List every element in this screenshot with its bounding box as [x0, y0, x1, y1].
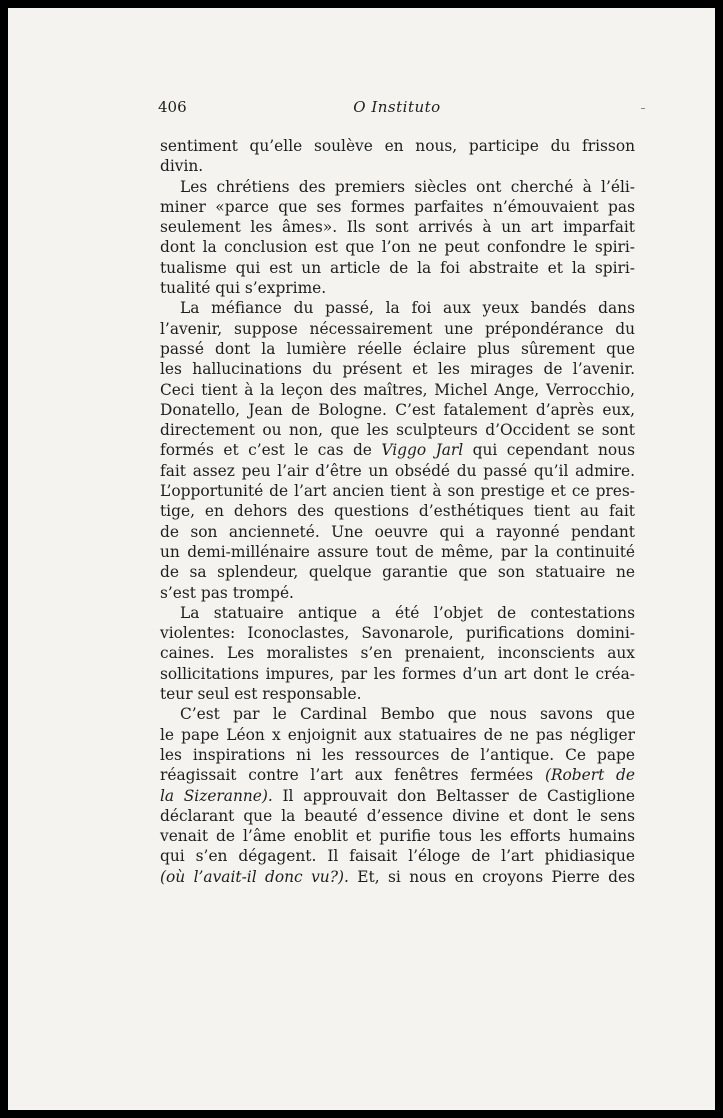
- text-line: [160, 298, 635, 318]
- text-line: [160, 786, 635, 806]
- text-segment: l’avenir, suppose nécessairement une prépondérance du: [160, 319, 635, 338]
- text-segment: formés et c’est le cas de: [160, 441, 382, 460]
- text-segment: s’est pas trompé.: [160, 583, 294, 602]
- text-segment: Ceci tient à la leçon des maîtres, Michel Ange, Verrocchio,: [160, 380, 635, 399]
- text-segment: fait assez peu l’air d’être un obsédé du passé qu’il admire.: [160, 461, 635, 480]
- page-header: [158, 98, 636, 122]
- italic-text-segment: (où l’avait-il donc vu?).: [160, 867, 349, 886]
- text-segment: violentes: Iconoclastes, Savonarole, purifications domini-: [160, 624, 635, 643]
- text-segment: seulement les âmes». Ils sont arrivés à un art imparfait: [160, 218, 635, 237]
- text-line: [160, 420, 635, 440]
- text-line: [160, 156, 635, 176]
- body-text: [160, 136, 635, 887]
- scanned-page: [8, 8, 715, 1110]
- text-line: [160, 806, 635, 826]
- text-segment: sentiment qu’elle soulève en nous, participe du frisson: [160, 137, 635, 155]
- italic-text-segment: (Robert de: [544, 766, 635, 785]
- text-segment: dont la conclusion est que l’on ne peut confondre le spiri-: [160, 238, 635, 257]
- text-segment: La statuaire antique a été l’objet de contestations: [180, 603, 635, 622]
- text-segment: teur seul est responsable.: [160, 685, 362, 704]
- text-segment: passé dont la lumière réelle éclaire plus sûrement que: [160, 339, 635, 358]
- text-segment: La méfiance du passé, la foi aux yeux bandés dans: [180, 299, 635, 318]
- text-segment: venait de l’âme enoblit et purifie tous les efforts humains: [160, 827, 635, 846]
- text-segment: L’opportunité de l’art ancien tient à son prestige et ce pres-: [160, 482, 635, 501]
- scan-speck: [641, 108, 645, 109]
- text-line: [160, 765, 635, 785]
- text-segment: C’est par le Cardinal Bembo que nous savons que: [180, 705, 635, 724]
- text-segment: de sa splendeur, quelque garantie que son statuaire ne: [160, 563, 635, 582]
- text-line: [160, 522, 635, 542]
- italic-text-segment: la Sizeranne).: [160, 786, 273, 805]
- text-line: [160, 319, 635, 339]
- text-segment: un demi-millénaire assure tout de même, par la continuité: [160, 542, 635, 561]
- text-line: [160, 359, 635, 379]
- text-segment: Donatello, Jean de Bologne. C’est fatalement d’après eux,: [160, 400, 635, 419]
- text-line: [160, 664, 635, 684]
- text-line: [160, 603, 635, 623]
- text-segment: Et, si nous en croyons Pierre des: [348, 867, 636, 886]
- text-line: [160, 339, 635, 359]
- text-segment: qui s’en dégagent. Il faisait l’éloge de l’art phidiasique: [160, 847, 635, 866]
- text-segment: qui cependant nous: [463, 441, 635, 460]
- text-segment: tualité qui s’exprime.: [160, 279, 327, 298]
- text-line: [160, 278, 635, 298]
- text-line: [160, 481, 635, 501]
- text-line: [160, 846, 635, 866]
- text-line: [160, 197, 635, 217]
- text-segment: Les chrétiens des premiers siècles ont cherché à l’éli-: [180, 177, 635, 196]
- text-line: [160, 745, 635, 765]
- text-line: [160, 136, 635, 156]
- text-line: [160, 623, 635, 643]
- text-segment: directement ou non, que les sculpteurs d’Occident se sont: [160, 421, 635, 440]
- text-line: [160, 461, 635, 481]
- text-segment: divin.: [160, 157, 204, 176]
- text-line: [160, 704, 635, 724]
- text-segment: caines. Les moralistes s’en prenaient, inconscients aux: [160, 644, 635, 663]
- text-line: [160, 440, 635, 460]
- text-line: [160, 258, 635, 278]
- text-segment: miner «parce que ses formes parfaites n’émouvaient pas: [160, 197, 635, 216]
- text-line: [160, 177, 635, 197]
- text-line: [160, 562, 635, 582]
- text-line: [160, 501, 635, 521]
- text-line: [160, 725, 635, 745]
- text-line: [160, 867, 635, 887]
- text-line: [160, 542, 635, 562]
- text-segment: le pape Léon x enjoignit aux statuaires de ne pas négliger: [160, 725, 635, 744]
- text-line: [160, 643, 635, 663]
- text-segment: Il approuvait don Beltasser de Castiglione: [272, 786, 635, 805]
- text-segment: de son ancienneté. Une oeuvre qui a rayonné pendant: [160, 522, 635, 541]
- text-segment: tualisme qui est un article de la foi abstraite et la spiri-: [160, 258, 635, 277]
- text-segment: les hallucinations du présent et les mirages de l’avenir.: [160, 360, 635, 379]
- text-line: [160, 583, 635, 603]
- text-line: [160, 237, 635, 257]
- running-title: O Instituto: [353, 98, 441, 116]
- text-line: [160, 400, 635, 420]
- text-segment: tige, en dehors des questions d’esthétiques tient au fait: [160, 502, 635, 521]
- text-segment: sollicitations impures, par les formes d’un art dont le créa-: [160, 664, 635, 683]
- text-segment: déclarant que la beauté d’essence divine et dont le sens: [160, 806, 635, 825]
- text-line: [160, 380, 635, 400]
- italic-text-segment: Viggo Jarl: [381, 441, 464, 460]
- text-line: [160, 217, 635, 237]
- page-number: 406: [158, 98, 187, 116]
- text-segment: réagissait contre l’art aux fenêtres fermées: [160, 766, 545, 785]
- text-line: [160, 684, 635, 704]
- text-line: [160, 826, 635, 846]
- text-segment: les inspirations ni les ressources de l’antique. Ce pape: [160, 745, 635, 764]
